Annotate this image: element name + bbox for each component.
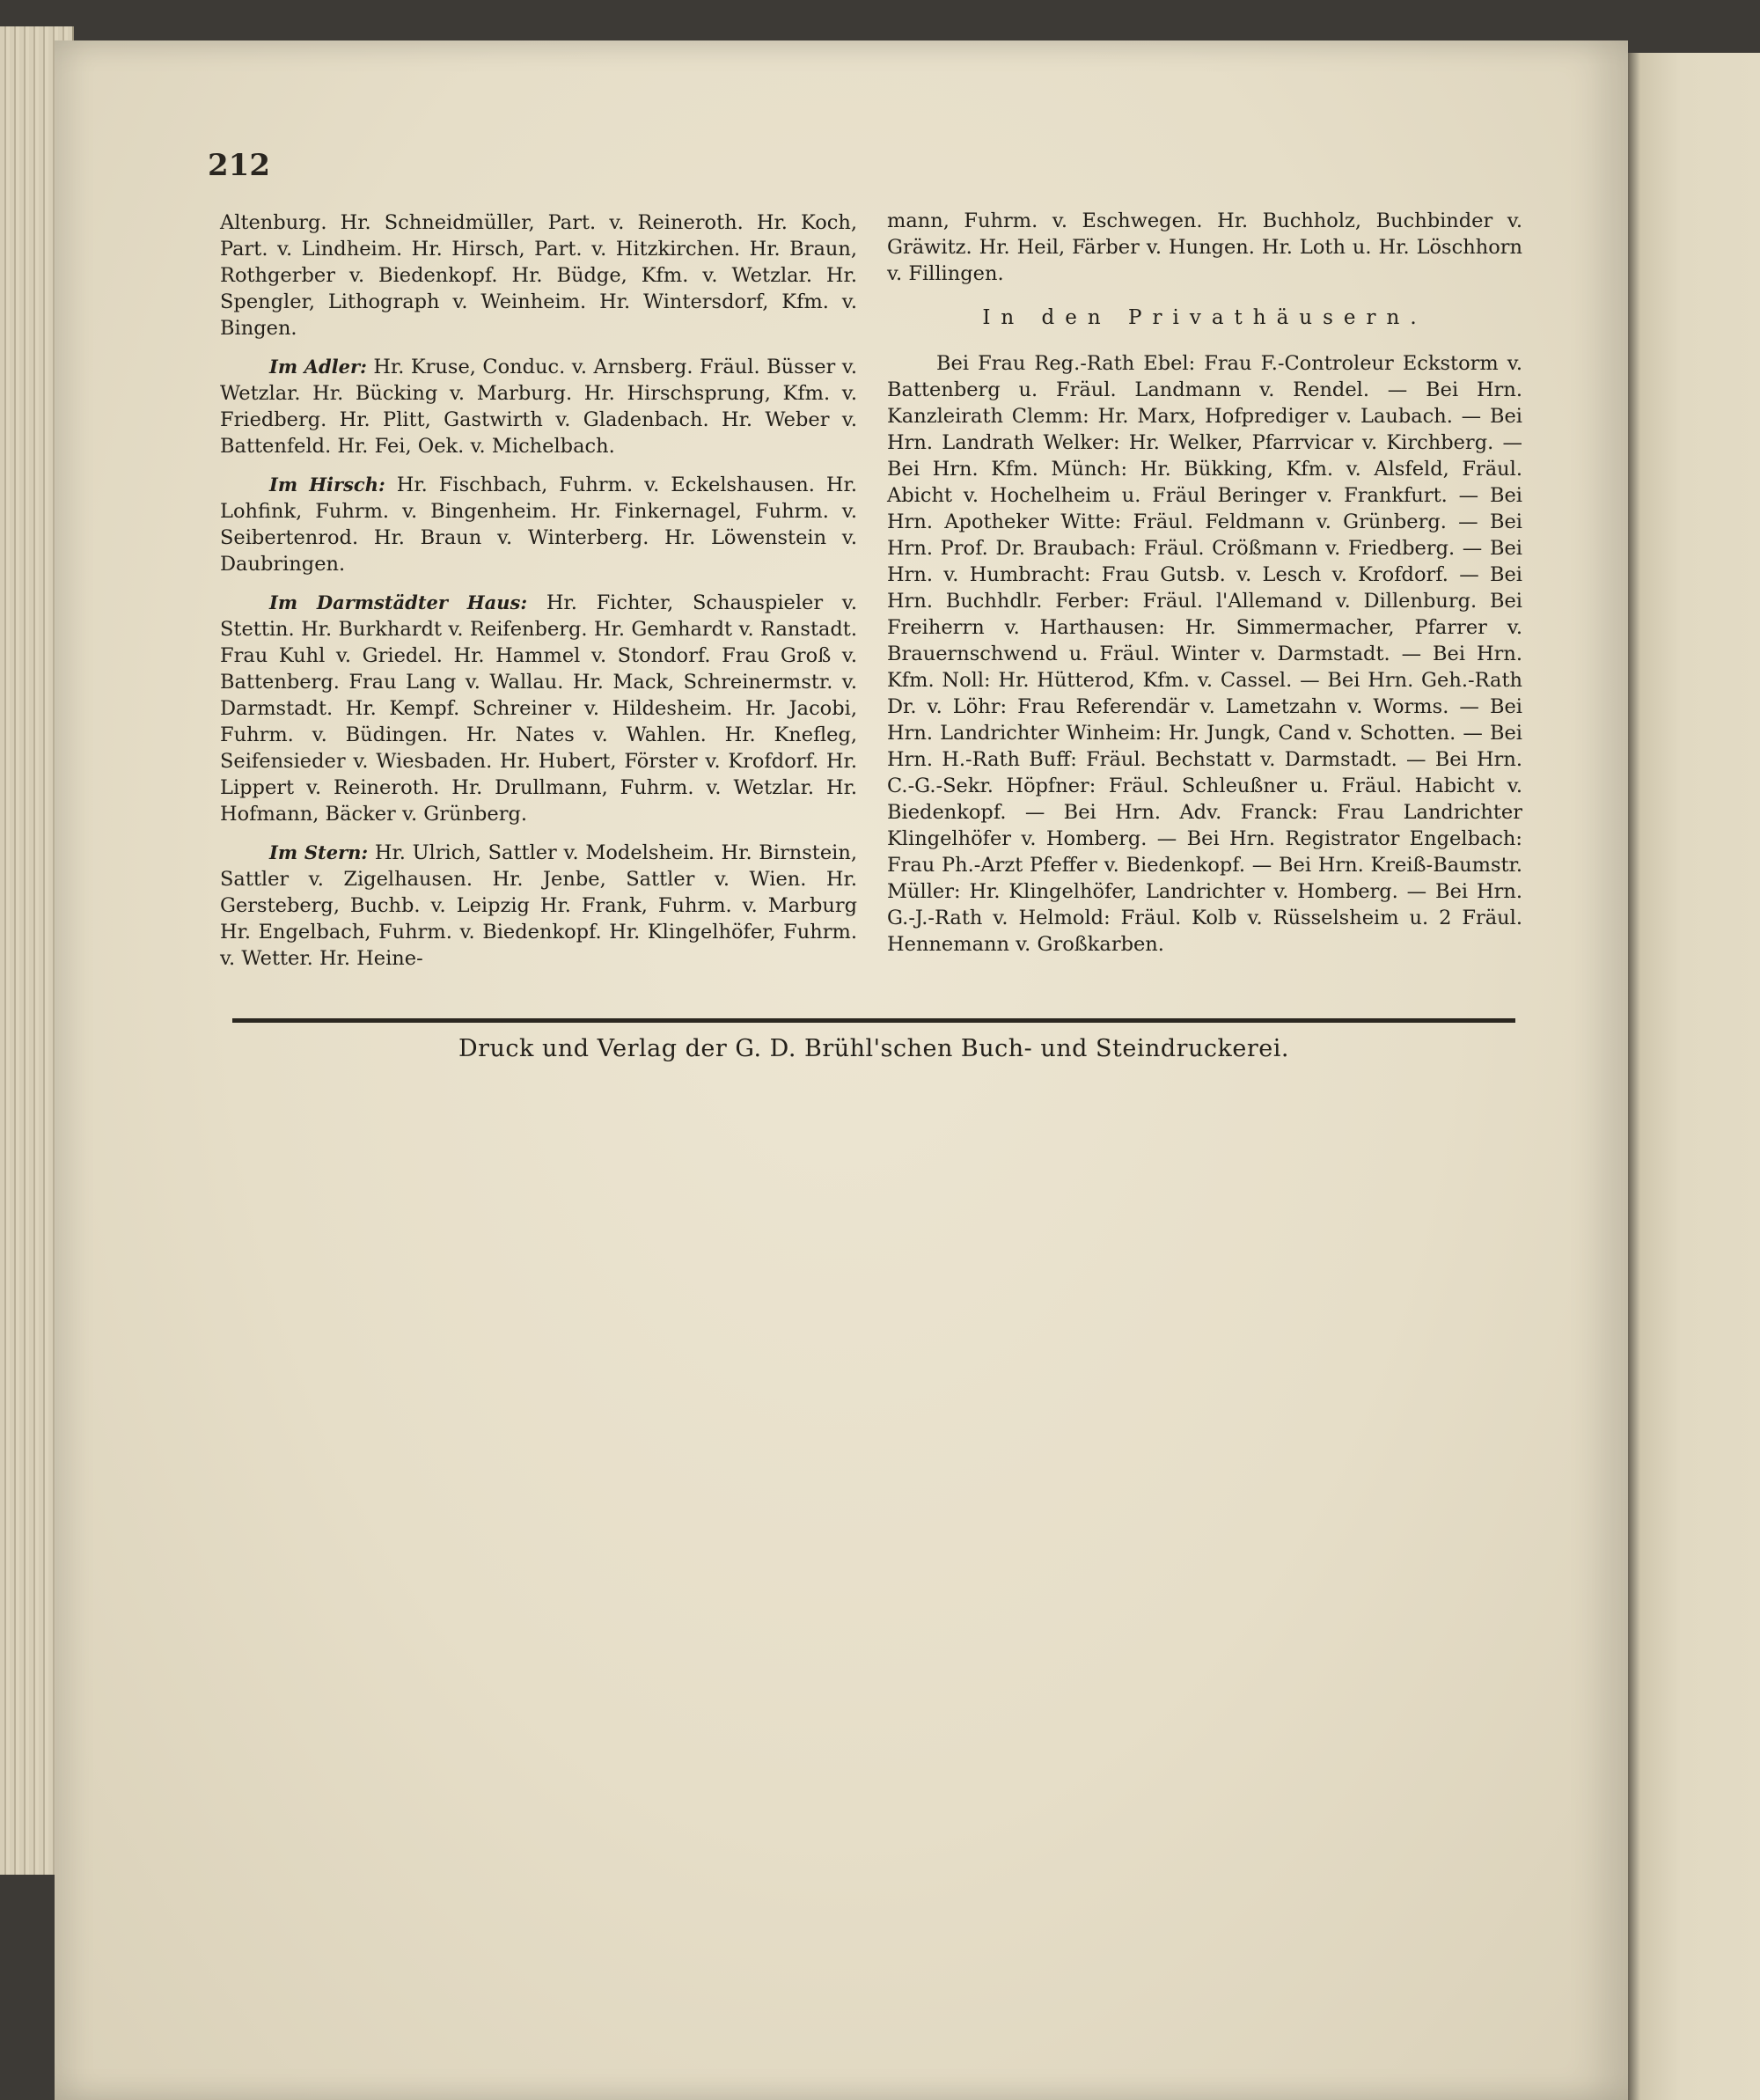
facing-page-edge bbox=[1628, 53, 1760, 2100]
hotel-name-adler: Im Adler: bbox=[269, 356, 367, 378]
entry-stern bbox=[220, 840, 857, 972]
privathaeuser-body: Bei Frau Reg.-Rath Ebel: Frau F.-Controleur Eckstorm v. Battenberg u. Fräul. Landmann v. Rendel. — Bei Hrn. Kanzleirath Clemm: Hr. Marx, Hofprediger v. Laubach. — Bei Hrn. Landrath Welker: Hr. Welker, Pfarrvicar v. Kirchberg. — Bei Hrn. Kfm. Münch: Hr. Bükking, Kfm. v. Alsfeld, Fräul. Abicht v. Hochelheim u. Fräul Beringer v. Frankfurt. — Bei Hrn. Apotheker Witte: Fräul. Feldmann v. Grünberg. — Bei Hrn. Prof. Dr. Braubach: Fräul. Crößmann v. Friedberg. — Bei Hrn. v. Humbracht: Frau Gutsb. v. Lesch v. Krofdorf. — Bei Hrn. Buchhdlr. Ferber: Fräul. l'Allemand v. Dillenburg. Bei Freiherrn v. Harthausen: Hr. Simmermacher, Pfarrer v. Brauernschwend u. Fräul. Winter v. Darmstadt. — Bei Hrn. Kfm. Noll: Hr. Hütterod, Kfm. v. Cassel. — Bei Hrn. Geh.-Rath Dr. v. Löhr: Frau Referendär v. Lametzahn v. Worms. — Bei Hrn. Landrichter Winheim: Hr. Jungk, Cand v. Schotten. — Bei Hrn. H.-Rath Buff: Fräul. Bechstatt v. Darmstadt. — Bei Hrn. C.-G.-Sekr. Höpfner: Fräul. Schleußner u. Fräul. Habicht v. Biedenkopf. — Bei Hrn. Adv. Franck: Frau Landrichter Klingelhöfer v. Homberg. — Bei Hrn. Registrator Engelbach: Frau Ph.-Arzt Pfeffer v. Biedenkopf. — Bei Hrn. Kreiß-Baumstr. Müller: Hr. Klingelhöfer, Landrichter v. Homberg. — Bei Hrn. G.-J.-Rath v. Helmold: Fräul. Kolb v. Rüsselsheim u. 2 Fräul. Hennemann v. Großkarben. bbox=[887, 352, 1522, 956]
hotel-name-stern: Im Stern: bbox=[269, 841, 369, 863]
entry-adler-text: Hr. Kruse, Conduc. v. Arnsberg. Fräul. Büsser v. Wetzlar. Hr. Bücking v. Marburg. Hr. Hirschsprung, Kfm. v. Friedberg. Hr. Plitt, Gastwirth v. Gladenbach. Hr. Weber v. Battenfeld. Hr. Fei, Oek. v. Michelbach. bbox=[220, 356, 857, 458]
page-number: 212 bbox=[208, 148, 270, 183]
footer-rule bbox=[232, 1018, 1515, 1023]
entry-adler bbox=[220, 354, 857, 459]
section-heading-privathaeuser: In den Privathäusern. bbox=[982, 306, 1427, 329]
entry-stern-text: Hr. Ulrich, Sattler v. Modelsheim. Hr. Birnstein, Sattler v. Zigelhausen. Hr. Jenbe, Sattler v. Wien. Hr. Gersteberg, Buchb. v. Leipzig Hr. Frank, Fuhrm. v. Marburg Hr. Engelbach, Fuhrm. v. Biedenkopf. Hr. Klingelhöfer, Fuhrm. v. Wetter. Hr. Heine- bbox=[220, 841, 857, 970]
printer-imprint: Druck und Verlag der G. D. Brühl'schen Buch- und Steindruckerei. bbox=[458, 1035, 1289, 1062]
right-column bbox=[887, 208, 1522, 958]
hotel-name-hirsch: Im Hirsch: bbox=[269, 474, 385, 496]
right-column-continuation: mann, Fuhrm. v. Eschwegen. Hr. Buchholz, Buchbinder v. Gräwitz. Hr. Heil, Färber v. Hungen. Hr. Loth u. Hr. Löschhorn v. Fillingen. bbox=[887, 209, 1522, 285]
left-column-intro: Altenburg. Hr. Schneidmüller, Part. v. Reineroth. Hr. Koch, Part. v. Lindheim. Hr. Hirsch, Part. v. Hitzkirchen. Hr. Braun, Rothgerber v. Biedenkopf. Hr. Büdge, Kfm. v. Wetzlar. Hr. Spengler, Lithograph v. Weinheim. Hr. Wintersdorf, Kfm. v. Bingen. bbox=[220, 211, 857, 340]
hotel-name-darmstaedter-haus: Im Darmstädter Haus: bbox=[269, 591, 528, 613]
entry-hirsch bbox=[220, 472, 857, 577]
entry-darmstaedter-haus bbox=[220, 590, 857, 827]
entry-hirsch-text: Hr. Fischbach, Fuhrm. v. Eckelshausen. Hr. Lohfink, Fuhrm. v. Bingenheim. Hr. Finkernagel, Fuhrm. v. Seibertenrod. Hr. Braun v. Winterberg. Hr. Löwenstein v. Daubringen. bbox=[220, 474, 857, 576]
entry-darmstaedter-haus-text: Hr. Fichter, Schauspieler v. Stettin. Hr. Burkhardt v. Reifenberg. Hr. Gemhardt v. Ranstadt. Frau Kuhl v. Griedel. Hr. Hammel v. Stondorf. Frau Groß v. Battenberg. Frau Lang v. Wallau. Hr. Mack, Schreinermstr. v. Darmstadt. Hr. Kempf. Schreiner v. Hildesheim. Hr. Jacobi, Fuhrm. v. Büdingen. Hr. Nates v. Wahlen. Hr. Knefleg, Seifensieder v. Wiesbaden. Hr. Hubert, Förster v. Krofdorf. Hr. Lippert v. Reineroth. Hr. Drullmann, Fuhrm. v. Wetzlar. Hr. Hofmann, Bäcker v. Grünberg. bbox=[220, 591, 858, 826]
left-column bbox=[220, 209, 857, 972]
